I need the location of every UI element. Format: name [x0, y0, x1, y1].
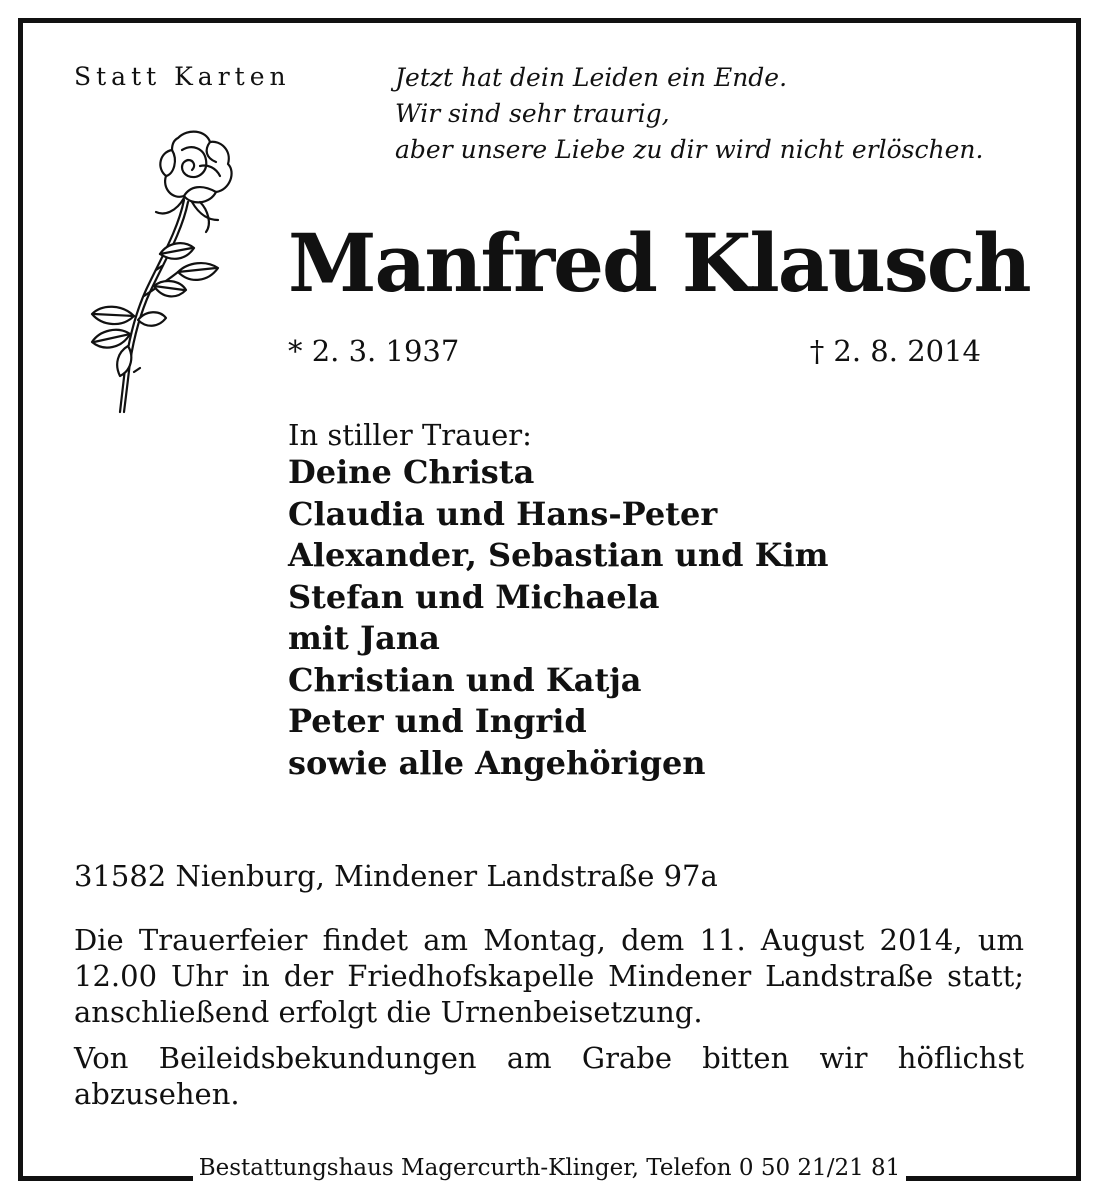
ceremony-paragraph: Die Trauerfeier findet am Montag, dem 11. August 2014, um 12.00 Uhr in der Friedhofskapelle Mindener Landstraße statt; anschließend erfolgt die Urnenbeisetzung. — [74, 923, 1024, 1029]
mourners-list — [288, 452, 829, 784]
mourner-name: mit Jana — [288, 619, 440, 657]
mourner-name: sowie alle Angehörigen — [288, 743, 706, 782]
statt-karten-label: Statt Karten — [74, 62, 291, 91]
mourner-name: Christian und Katja — [288, 660, 642, 699]
funeral-home-contact: Bestattungshaus Magercurth-Klinger, Telefon 0 50 21/21 81 — [193, 1155, 907, 1181]
mourner-name: Alexander, Sebastian und Kim — [288, 536, 829, 574]
rose-icon — [60, 120, 260, 420]
mourner-name: Deine Christa — [288, 453, 535, 491]
mourner-name: Stefan und Michaela — [288, 577, 660, 616]
condolence-paragraph: Von Beileidsbekundungen am Grabe bitten wir höflichst abzusehen. — [74, 1041, 1024, 1111]
address: 31582 Nienburg, Mindener Landstraße 97a — [74, 859, 718, 893]
mourner-name: Peter und Ingrid — [288, 702, 587, 740]
poem — [395, 60, 983, 168]
mourners-intro: In stiller Trauer: — [288, 418, 532, 452]
death-date: † 2. 8. 2014 — [809, 334, 981, 368]
deceased-name: Manfred Klausch — [288, 216, 1030, 310]
poem-line: Wir sind sehr traurig, — [395, 99, 670, 128]
footer — [0, 1155, 1099, 1181]
poem-line: aber unsere Liebe zu dir wird nicht erlöschen. — [395, 135, 984, 164]
mourner-name: Claudia und Hans-Peter — [288, 494, 718, 533]
birth-date: * 2. 3. 1937 — [288, 334, 460, 368]
poem-line: Jetzt hat dein Leiden ein Ende. — [395, 63, 788, 92]
